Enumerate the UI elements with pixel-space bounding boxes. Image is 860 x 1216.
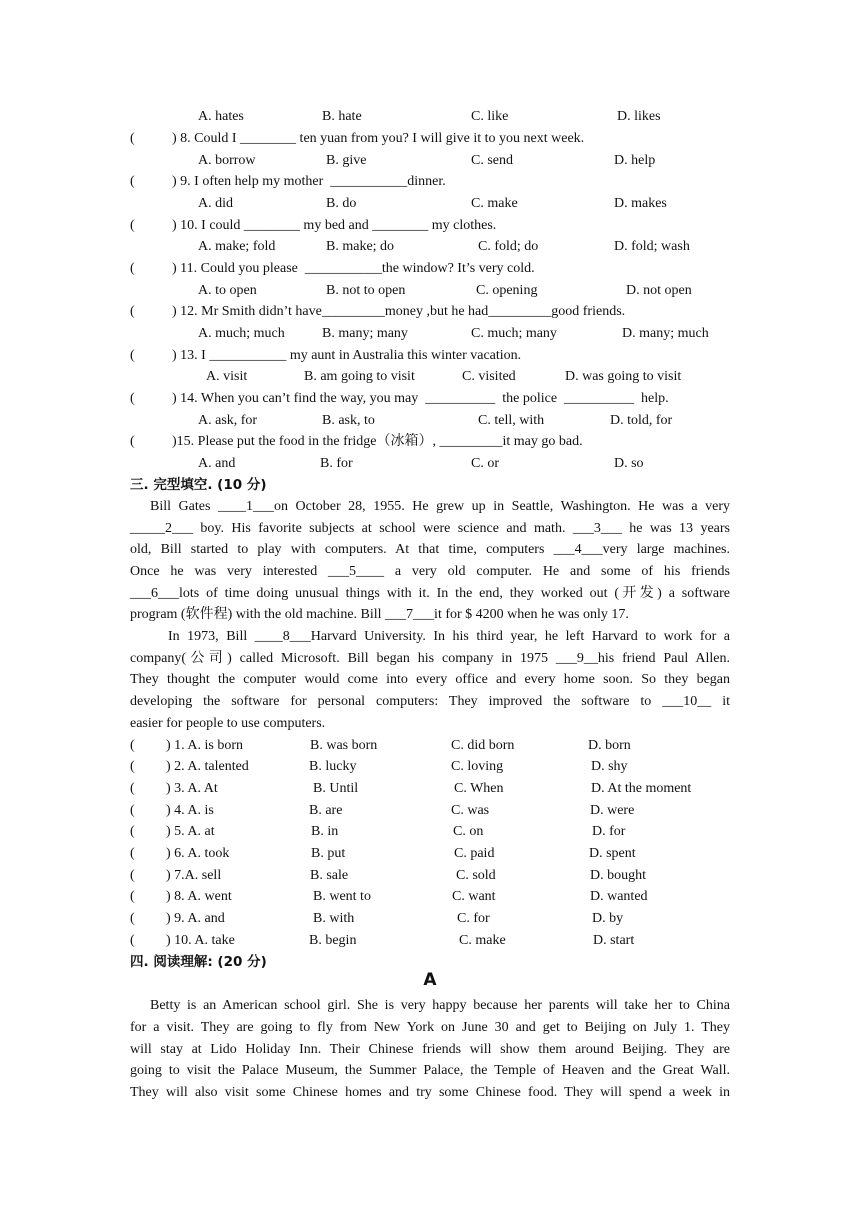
q8-option-b: B. give [326,153,367,168]
cloze-choice-6-b: B. put [311,846,346,861]
q15-option-c: C. or [471,456,499,471]
passage-a-heading: A [423,970,437,990]
q14-option-a: A. ask, for [198,413,258,428]
reading-line-1: Betty is an American school girl. She is very happy because her parents will take her to China [150,998,730,1013]
cloze-line-6: program (软件程) with the old machine. Bill ___7___it for $ 4200 when he was only 17. [130,607,629,622]
cloze-choice-7-b: B. sale [310,868,349,883]
q7-option-c: C. like [471,109,509,124]
q9-option-b: B. do [326,196,357,211]
cloze-choice-7-d: D. bought [590,868,646,883]
q7-option-b: B. hate [322,109,362,124]
cloze-choice-9-c: C. for [457,911,490,926]
q13-option-b: B. am going to visit [304,369,415,384]
cloze-choice-3-a: ) 3. A. At [166,781,218,796]
cloze-choice-8-a: ) 8. A. went [166,889,232,904]
cloze-choice-5-a: ) 5. A. at [166,824,215,839]
q9-option-d: D. makes [614,196,667,211]
cloze-line-11: easier for people to use computers. [130,716,326,731]
cloze-choice-8-paren: ( [130,889,135,904]
cloze-choice-3-paren: ( [130,781,135,796]
q14-option-c: C. tell, with [478,413,545,428]
cloze-choice-4-d: D. were [590,803,635,818]
q13-option-d: D. was going to visit [565,369,682,384]
q13-stem: ) 13. I ___________ my aunt in Australia this winter vacation. [172,348,522,363]
cloze-line-9: They thought the computer would come into every office and every home soon. So they began [130,672,730,687]
cloze-choice-7-c: C. sold [456,868,496,883]
q12-stem: ) 12. Mr Smith didn’t have_________money ,but he had_________good friends. [172,304,626,319]
q11-option-d: D. not open [626,283,692,298]
q11-option-a: A. to open [198,283,257,298]
q8-paren: ( [130,131,135,146]
cloze-choice-10-b: B. begin [309,933,357,948]
q8-stem: ) 8. Could I ________ ten yuan from you? I will give it to you next week. [172,131,585,146]
cloze-choice-5-paren: ( [130,824,135,839]
cloze-choice-5-d: D. for [592,824,626,839]
q12-paren: ( [130,304,135,319]
reading-line-4: going to visit the Palace Museum, the Summer Palace, the Temple of Heaven and the Great Wall. [130,1063,730,1078]
cloze-choice-3-b: B. Until [313,781,359,796]
q10-option-a: A. make; fold [198,239,276,254]
q8-option-c: C. send [471,153,513,168]
q14-paren: ( [130,391,135,406]
cloze-choice-1-a: ) 1. A. is born [166,738,243,753]
q11-stem: ) 11. Could you please ___________the window? It’s very cold. [172,261,535,276]
cloze-choice-8-b: B. went to [313,889,371,904]
q15-stem: )15. Please put the food in the fridge（冰箱）, _________it may go bad. [172,434,583,449]
reading-line-2: for a visit. They are going to fly from New York on June 30 and get to Beijing on July 1. They [130,1020,730,1035]
cloze-choice-2-c: C. loving [451,759,504,774]
q14-option-b: B. ask, to [322,413,375,428]
cloze-choice-2-a: ) 2. A. talented [166,759,249,774]
cloze-choice-9-d: D. by [592,911,624,926]
q11-option-b: B. not to open [326,283,406,298]
q12-option-a: A. much; much [198,326,285,341]
cloze-line-10: developing the software for personal computers: They improved the software to ___10__ it [130,694,730,709]
q9-option-c: C. make [471,196,518,211]
cloze-choice-6-d: D. spent [589,846,636,861]
reading-line-5: They will also visit some Chinese homes and try some Chinese food. They will spend a week in [130,1085,730,1100]
q12-option-d: D. many; much [622,326,709,341]
q10-stem: ) 10. I could ________ my bed and ________ my clothes. [172,218,497,233]
section4-title: 四. 阅读理解: (20 分) [130,954,267,970]
q11-option-c: C. opening [476,283,538,298]
q9-stem: ) 9. I often help my mother ___________dinner. [172,174,446,189]
cloze-line-5: ___6___lots of time doing unusual things with it. In the end, they worked out (开发) a software [130,586,730,601]
cloze-line-1: Bill Gates ____1___on October 28, 1955. He grew up in Seattle, Washington. He was a very [150,499,730,514]
cloze-line-2: _____2___ boy. His favorite subjects at school were science and math. ___3___ he was 13 years [130,521,730,536]
q10-option-b: B. make; do [326,239,395,254]
cloze-choice-4-c: C. was [451,803,490,818]
cloze-choice-9-paren: ( [130,911,135,926]
cloze-choice-6-a: ) 6. A. took [166,846,230,861]
cloze-choice-10-c: C. make [459,933,506,948]
q8-option-a: A. borrow [198,153,256,168]
q10-paren: ( [130,218,135,233]
cloze-line-7: In 1973, Bill ____8___Harvard University. In his third year, he left Harvard to work for a [168,629,730,644]
cloze-choice-7-paren: ( [130,868,135,883]
cloze-choice-10-a: ) 10. A. take [166,933,235,948]
q13-paren: ( [130,348,135,363]
q15-paren: ( [130,434,135,449]
section3-title: 三. 完型填空. (10 分) [130,477,267,493]
q11-paren: ( [130,261,135,276]
cloze-choice-10-d: D. start [593,933,635,948]
cloze-choice-4-b: B. are [309,803,343,818]
cloze-choice-4-paren: ( [130,803,135,818]
cloze-line-8: company(公司) called Microsoft. Bill began his company in 1975 ___9__his friend Paul Allen. [130,651,730,666]
cloze-choice-8-c: C. want [452,889,496,904]
q8-option-d: D. help [614,153,656,168]
q9-option-a: A. did [198,196,233,211]
reading-line-3: will stay at Lido Holiday Inn. Their Chinese friends will show them around Beijing. They are [130,1042,730,1057]
q12-option-c: C. much; many [471,326,557,341]
q15-option-a: A. and [198,456,236,471]
q9-paren: ( [130,174,135,189]
cloze-choice-3-d: D. At the moment [591,781,692,796]
cloze-choice-2-d: D. shy [591,759,628,774]
q13-option-c: C. visited [462,369,516,384]
cloze-choice-10-paren: ( [130,933,135,948]
q12-option-b: B. many; many [322,326,408,341]
q14-stem: ) 14. When you can’t find the way, you may __________ the police __________ help. [172,391,669,406]
cloze-choice-9-a: ) 9. A. and [166,911,225,926]
cloze-choice-1-c: C. did born [451,738,515,753]
cloze-choice-1-paren: ( [130,738,135,753]
cloze-choice-8-d: D. wanted [590,889,648,904]
cloze-choice-6-c: C. paid [454,846,495,861]
q7-option-d: D. likes [617,109,661,124]
q13-option-a: A. visit [206,369,248,384]
cloze-choice-6-paren: ( [130,846,135,861]
cloze-choice-5-b: B. in [311,824,339,839]
q10-option-c: C. fold; do [478,239,539,254]
q14-option-d: D. told, for [610,413,673,428]
q15-option-b: B. for [320,456,353,471]
cloze-choice-1-b: B. was born [310,738,378,753]
cloze-choice-5-c: C. on [453,824,484,839]
cloze-choice-3-c: C. When [454,781,504,796]
q15-option-d: D. so [614,456,644,471]
cloze-choice-2-paren: ( [130,759,135,774]
cloze-choice-9-b: B. with [313,911,355,926]
cloze-choice-4-a: ) 4. A. is [166,803,214,818]
cloze-line-4: Once he was very interested ___5____ a very old computer. He and some of his friends [130,564,730,579]
cloze-choice-1-d: D. born [588,738,631,753]
q10-option-d: D. fold; wash [614,239,690,254]
cloze-line-3: old, Bill started to play with computers. At that time, computers ___4___very large machines. [130,542,730,557]
cloze-choice-2-b: B. lucky [309,759,357,774]
q7-option-a: A. hates [198,109,244,124]
cloze-choice-7-a: ) 7.A. sell [166,868,222,883]
